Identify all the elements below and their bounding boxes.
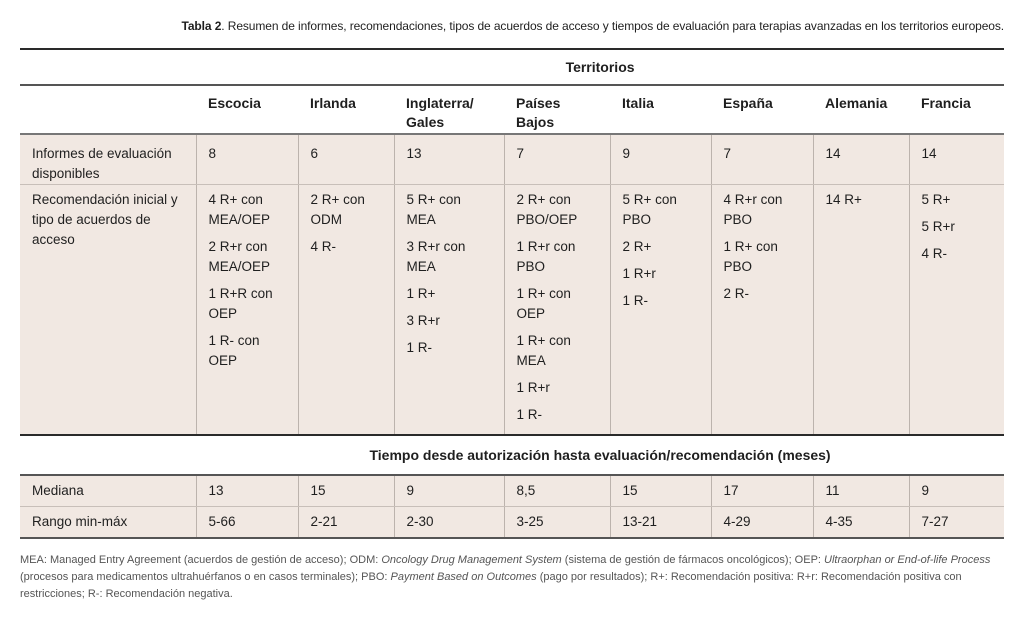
footnote-term: Oncology Drug Management System xyxy=(381,554,562,566)
row-label-mediana: Mediana xyxy=(20,475,196,507)
table-cell: 2-30 xyxy=(394,506,504,538)
recommendation-item: 4 R- xyxy=(921,246,948,261)
table-cell: 13 xyxy=(196,475,298,507)
footnote-term: Payment Based on Outcomes xyxy=(390,571,537,583)
column-header: Italia xyxy=(610,85,711,134)
recommendation-item: 5 R+ con PBO xyxy=(622,192,677,227)
recommendation-item: 1 R+r xyxy=(622,266,656,281)
summary-table-container xyxy=(20,48,1004,539)
table-row-mediana xyxy=(20,475,1004,507)
recommendation-item: 1 R+r xyxy=(516,380,550,395)
summary-table xyxy=(20,48,1004,539)
table-caption xyxy=(20,19,1004,33)
table-cell: 6 xyxy=(298,134,394,185)
table-cell: 7 xyxy=(504,134,610,185)
time-header-row xyxy=(20,435,1004,475)
table-row-recomendacion xyxy=(20,185,1004,435)
recommendation-item: 4 R- xyxy=(310,239,337,254)
column-header: España xyxy=(711,85,813,134)
table-cell: 14 xyxy=(813,134,909,185)
recommendation-item: 2 R+ con ODM xyxy=(310,192,365,227)
recommendation-item: 5 R+ con MEA xyxy=(406,192,461,227)
table-cell: 15 xyxy=(610,475,711,507)
recommendation-item: 1 R- xyxy=(622,293,649,308)
table-cell: 8 xyxy=(196,134,298,185)
column-header: Escocia xyxy=(196,85,298,134)
time-header: Tiempo desde autorización hasta evaluación/recomendación (meses) xyxy=(196,435,1004,475)
table-cell: 9 xyxy=(610,134,711,185)
recommendation-item: 3 R+r xyxy=(406,313,440,328)
recommendation-item: 5 R+ xyxy=(921,192,951,207)
table-cell: 15 xyxy=(298,475,394,507)
footnote-term: Ultraorphan or End-of-life Process xyxy=(824,554,991,566)
table-cell: 4-29 xyxy=(711,506,813,538)
row-label-rango: Rango min-máx xyxy=(20,506,196,538)
table-cell: 3-25 xyxy=(504,506,610,538)
table-cell: 11 xyxy=(813,475,909,507)
table-row-rango xyxy=(20,506,1004,538)
table-cell xyxy=(298,185,394,435)
recommendation-item: 1 R+r con PBO xyxy=(516,239,576,274)
table-cell: 13 xyxy=(394,134,504,185)
column-header: Francia xyxy=(909,85,1004,134)
table-cell: 8,5 xyxy=(504,475,610,507)
table-cell xyxy=(504,185,610,435)
recommendation-item: 5 R+r xyxy=(921,219,955,234)
footnote-text: (procesos para medicamentos ultrahuérfanos o en casos terminales); PBO: xyxy=(20,571,391,583)
recommendation-item: 1 R- xyxy=(516,407,543,422)
recommendation-item: 1 R- con OEP xyxy=(208,333,260,368)
footnote-text: MEA: Managed Entry Agreement (acuerdos de gestión de acceso); ODM: xyxy=(20,554,382,566)
recommendation-item: 3 R+r con MEA xyxy=(406,239,466,274)
footnote-text: (sistema de gestión de fármacos oncológicos); OEP: xyxy=(561,554,825,566)
row-label-recomendacion: Recomendación inicial y tipo de acuerdos de acceso xyxy=(20,185,196,435)
recommendation-item: 2 R+r con MEA/OEP xyxy=(208,239,271,274)
table-cell: 7 xyxy=(711,134,813,185)
countries-header-row xyxy=(20,85,1004,134)
table-cell: 7-27 xyxy=(909,506,1004,538)
table-cell xyxy=(196,185,298,435)
recommendation-item: 1 R+ xyxy=(406,286,436,301)
table-cell: 9 xyxy=(394,475,504,507)
caption-label: Tabla 2 xyxy=(181,19,222,33)
table-cell: 9 xyxy=(909,475,1004,507)
table-row-informes xyxy=(20,134,1004,185)
column-header: Inglaterra/ Gales xyxy=(394,85,504,134)
recommendation-item: 1 R+ con MEA xyxy=(516,333,571,368)
table-cell xyxy=(909,185,1004,435)
recommendation-item: 4 R+ con MEA/OEP xyxy=(208,192,271,227)
recommendation-item: 1 R+R con OEP xyxy=(208,286,273,321)
table-cell xyxy=(394,185,504,435)
table-cell xyxy=(813,185,909,435)
recommendation-item: 1 R- xyxy=(406,340,433,355)
table-cell xyxy=(711,185,813,435)
recommendation-item: 2 R+ con PBO/OEP xyxy=(516,192,578,227)
table-cell: 5-66 xyxy=(196,506,298,538)
recommendation-item: 1 R+ con OEP xyxy=(516,286,571,321)
column-header: Alemania xyxy=(813,85,909,134)
table-cell xyxy=(610,185,711,435)
table-footnote xyxy=(20,552,1010,603)
table-cell: 4-35 xyxy=(813,506,909,538)
column-header: Países Bajos xyxy=(504,85,610,134)
territories-header-row xyxy=(20,49,1004,85)
recommendation-item: 14 R+ xyxy=(825,192,862,207)
table-cell: 14 xyxy=(909,134,1004,185)
column-header: Irlanda xyxy=(298,85,394,134)
caption-text: . Resumen de informes, recomendaciones, tipos de acuerdos de acceso y tiempos de evaluación para terapias avanzadas en los territorios europeos. xyxy=(221,19,1004,33)
recommendation-item: 2 R- xyxy=(723,286,750,301)
footnote-text: (pago por resultados); R+: Recomendación positiva: R+r: Recomendación positiva con restricciones; R-: Recomendación negativa. xyxy=(20,571,962,600)
row-label-informes: Informes de evaluación disponibles xyxy=(20,134,196,185)
recommendation-item: 2 R+ xyxy=(622,239,652,254)
recommendation-item: 1 R+ con PBO xyxy=(723,239,778,274)
table-cell: 2-21 xyxy=(298,506,394,538)
recommendation-item: 4 R+r con PBO xyxy=(723,192,783,227)
table-cell: 17 xyxy=(711,475,813,507)
table-cell: 13-21 xyxy=(610,506,711,538)
territories-header: Territorios xyxy=(196,49,1004,85)
